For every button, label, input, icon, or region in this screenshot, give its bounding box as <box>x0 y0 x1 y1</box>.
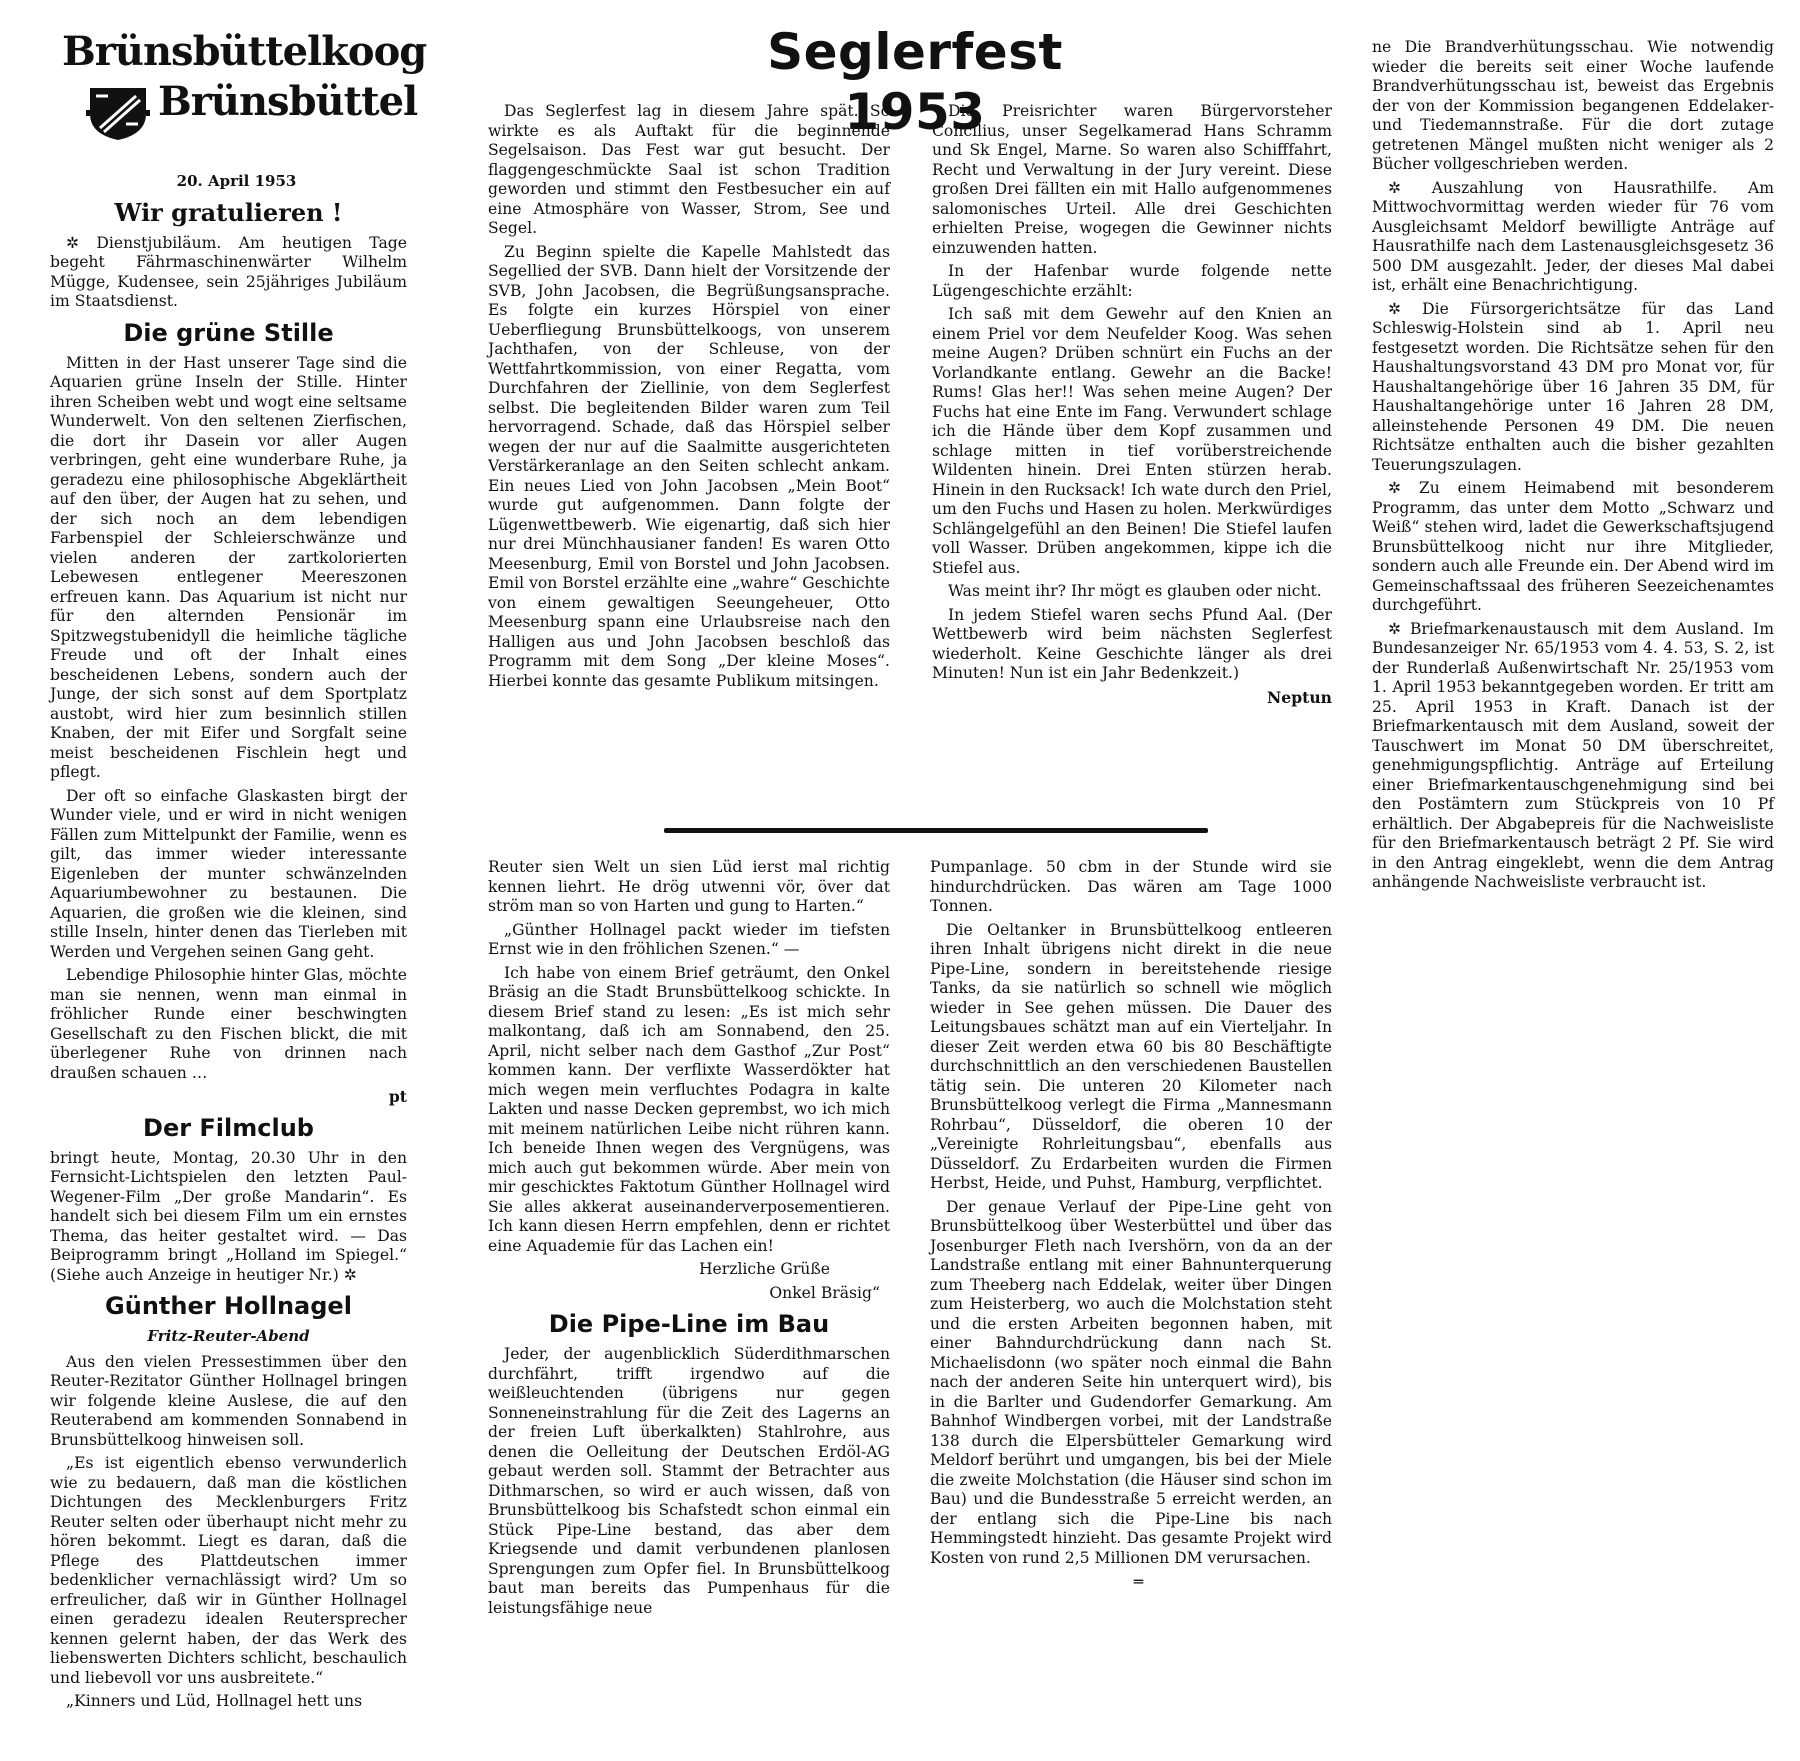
paragraph: Jeder, der augenblicklich Süderdithmarschen durchfährt, trifft irgendwo auf die weißleuchtenden (übrigens nur gegen Sonneneinstrahlung für die Zeit des Lagerns an der freien Luft überkalkten) Stahlrohre, aus denen die Oelleitung der Deutschen Erdöl-AG gebaut werden soll. Stammt der Betrachter aus Dithmarschen, so wird er auch wissen, daß von Brunsbüttelkoog bis Schafstedt schon einmal ein Stück Pipe-Line bestand, das aber dem Kriegsende und damit verbundenen planlosen Sprengungen zum Opfer fiel. In Brunsbüttelkoog baut man bereits das Pumpenhaus für die leistungsfähige neue <box>488 1345 890 1617</box>
paragraph: Die Preisrichter waren Bürgervorsteher Concilius, unser Segelkamerad Hans Schramm und Sk Engel, Marne. So waren also Schifffahrt, Recht und Verwaltung in der Jury vereint. Diese großen Drei fällten ein mit Hallo aufgenommenes salomonisches Urteil. Alle drei Geschichten erhielten Preise, wogegen die Gewinner nichts einzuwenden hatten. <box>932 102 1332 257</box>
paragraph: Der oft so einfache Glaskasten birgt der Wunder viele, und er wird in nicht wenigen Fällen zum Mittelpunkt der Familie, wenn es gilt, das immer wieder interessante Eigenleben der munter schwänzelnden Aquariumbewohner zu bestaunen. Die Aquarien, die großen wie die kleinen, sind stille Inseln, hinter denen das Tierleben mit Werden und Vergehen seinen Gang geht. <box>50 786 407 961</box>
paragraph: Mitten in der Hast unserer Tage sind die Aquarien grüne Inseln der Stille. Hinter ihren Scheiben webt und wogt eine seltsame Wunderwelt. Von den seltenen Zierfischen, die dort ihr Dasein vor aller Augen verbringen, geht eine wunderbare Ruhe, ja geradezu eine philosophische Abgeklärtheit auf den über, der Augen hat zu sehen, und der sich noch an dem lebendigen Farbenspiel der Schleierschwänze und vielen anderen der zartkolorierten Lebewesen entlegener Meereszonen erfreuen kann. Das Aquarium ist nicht nur für den alternden Pensionär im Spitzwegstubenidyll die heimliche tägliche Freude und oft der Inhalt eines bescheidenen Lebens, sondern auch der Junge, der sich sonst auf dem Sportplatz austobt, wird hier zum besinnlich stillen Knaben, der mit Eifer und Sorgfalt seine meist bescheidenen Fischlein hegt und pflegt. <box>50 353 407 781</box>
paragraph: Aus den vielen Pressestimmen über den Reuter-Rezitator Günther Hollnagel bringen wir folgende kleine Auslese, die auf den Reuterabend am kommenden Sonnabend in Brunsbüttelkoog hinweisen soll. <box>50 1352 407 1449</box>
column-2-top <box>488 102 890 695</box>
paragraph: Die Oeltanker in Brunsbüttelkoog entleeren ihren Inhalt übrigens nicht direkt in die neue Pipe-Line, sondern in bereitstehende riesige Tanks, da sie natürlich so schnell wie möglich wieder in See gehen müssen. Die Dauer des Leitungsbaues schätzt man auf ein Vierteljahr. In dieser Zeit werden etwa 60 bis 80 Beschäftigte durchschnittlich an den verschiedenen Baustellen tätig sein. Die unteren 20 Kilometer nach Brunsbüttelkoog verlegt die Firma „Mannesmann Rohrbau“, Düsseldorf, die oberen 10 der „Vereinigte Rohrleitungsbau“, ebenfalls aus Düsseldorf. Zu Erdarbeiten wurden die Firmen Herbst, Heide, und Puhst, Hamburg, verpflichtet. <box>930 920 1332 1192</box>
notice-heimabend: ✲ Zu einem Heimabend mit besonderem Programm, das unter dem Motto „Schwarz und Weiß“ stehen wird, ladet die Gewerkschaftsjugend Brunsbüttelkoog nicht nur ihre Mitglieder, sondern auch alle Freunde ein. Der Abend wird im Gemeinschaftssaal des früheren Seezeichenamtes durchgeführt. <box>1372 479 1774 614</box>
paragraph: Der genaue Verlauf der Pipe-Line geht von Brunsbüttelkoog über Westerbüttel und über das Josenburger Fleth nach Ivershörn, von da an der Landstraße entlang mit einer Bahnunterquerung zum Theeberg nach Eddelak, weiter über Dingen zum Heisterberg, wo auch die Molchstation steht und die ersten Arbeiten begonnen haben, mit einer Bahndurchdrückung dann nach St. Michaelisdonn (wo später noch einmal die Bahn nach der anderen Seite hin unterquert wird), bis in die Barlter und Gudendorfer Gemarkung. Am Bahnhof Windbergen vorbei, mit der Landstraße 138 durch die Elpersbütteler Gemarkung wird Meldorf berührt und umgangen, bis bei der Miele die zweite Molchstation (die Häuser sind schon im Bau) und die Bundesstraße 5 erreicht werden, an der entlang sich die Pipe-Line bis nach Hemmingstedt hinzieht. Das gesamte Projekt wird Kosten von rund 2,5 Millionen DM verursachen. <box>930 1197 1332 1567</box>
paragraph: Zu Beginn spielte die Kapelle Mahlstedt das Segellied der SVB. Dann hielt der Vorsitzende der SVB, John Jacobsen, die Begrüßungsansprache. Es folgte ein kurzes Hörspiel von einer Ueberfliegung Brunsbüttelkoogs, von unserem Jachthafen, von der Schleuse, von der Wettfahrtkommission, von einer Regatta, vom Durchfahren der Ziellinie, von dem Seglerfest selbst. Die begleitenden Bilder waren zum Teil hervorragend. Schade, daß das Hörspiel selber wegen der nur auf die Saalmitte ausgerichteten Verstärkeranlage an den Seiten schlecht ankam. Ein neues Lied von John Jacobsen „Mein Boot“ wurde gut aufgenommen. Dann folgte der Lügenwettbewerb. Wie eigenartig, daß sich hier nur drei Münchhausianer fanden! Es waren Otto Meesenburg, Emil von Borstel und John Jacobsen. Emil von Borstel erzählte eine „wahre“ Geschichte von einem gewaltigen Seeungeheuer, Otto Meesenburg spann eine Urlaubsreise nach den Halligen aus und John Jacobsen beschloß das Programm mit dem Song „Der kleine Moses“. Hierbei konnte das gesamte Publikum mitsingen. <box>488 242 890 690</box>
paragraph: Was meint ihr? Ihr mögt es glauben oder nicht. <box>948 582 1322 600</box>
notice-brandverhuetung: ne Die Brandverhütungsschau. Wie notwendig wieder die bereits seit einer Woche laufende Brandverhütungsschau ist, beweist das Ergebnis der von der Kommission begangenen Eddelaker- und Tiedemannstraße. Für die dort zutage getretenen Mängel mußten nicht weniger als 2 Bücher vollgeschrieben werden. <box>1372 38 1774 173</box>
dateline: 20. April 1953 <box>176 172 297 190</box>
paragraph: „Günther Hollnagel packt wieder im tiefsten Ernst wie in den fröhlichen Szenen.“ — <box>488 920 890 958</box>
letter-greeting: Herzliche Grüße <box>698 1260 830 1278</box>
heading-filmclub: Der Filmclub <box>143 1113 314 1142</box>
paragraph: Pumpanlage. 50 cbm in der Stunde wird sie hindurchdrücken. Das wären am Tage 1000 Tonnen. <box>930 858 1332 915</box>
subheading-reuter-abend: Fritz-Reuter-Abend <box>147 1327 310 1345</box>
column-3-top <box>932 102 1332 711</box>
heading-gruene-stille: Die grüne Stille <box>123 318 334 347</box>
masthead-line2: Brünsbüttel <box>158 78 418 125</box>
notice-hausrathilfe: ✲ Auszahlung von Hausrathilfe. Am Mittwochvormittag werden wieder für 76 vom Ausgleichsamt Meldorf bewilligte Anträge auf Hausrathilfe nach dem Lastenausgleichsgesetz 36 500 DM ausgezahlt. Jeder, der dieses Mal dabei ist, erhält eine Benachrichtigung. <box>1372 178 1774 294</box>
paragraph: „Es ist eigentlich ebenso verwunderlich wie zu bedauern, daß man die köstlichen Dichtungen des Mecklenburgers Fritz Reuter selten oder überhaupt nicht mehr zu hören bekommt. Liegt es daran, daß die Pflege des Plattdeutschen immer bedenklicher vernachlässigt wird? Um so erfreulicher, daß wir in Günther Hollnagel einen geradezu idealen Reutersprecher kennen gelernt haben, der das Werk des liebenswerten Dichters schlicht, beschaulich und liebevoll vor uns ausbreitete.“ <box>50 1454 407 1687</box>
column-1 <box>50 172 407 1716</box>
heading-pipe-line: Die Pipe-Line im Bau <box>548 1310 830 1338</box>
letter-signature: Onkel Bräsig“ <box>769 1283 880 1302</box>
headline: Seglerfest 1953 <box>767 23 1063 141</box>
heading-hollnagel: Günther Hollnagel <box>105 1292 352 1320</box>
paragraph: Ich habe von einem Brief geträumt, den Onkel Bräsig an die Stadt Brunsbüttelkoog schickte. In diesem Brief stand zu lesen: „Es ist mich sehr malkontang, daß ich am Sonnabend, den 25. April, nicht selber nach dem Gasthof „Zur Post“ kommen kann. Der verflixte Wasserdökter hat mich wegen mein verfluchtes Podagra in kalte Lakten und nasse Decken geprembst, wo ich mich mit meinem natürlichen Leibe nicht rühren kann. Ich beneide Ihnen wegen des Vergnügens, was mich auch gut bekommen würde. Aber mein von mir geschicktes Faktotum Günther Hollnagel wird Sie alles akkerat auseinanderverposementieren. Ich kann diesen Herrn empfehlen, denn er richtet eine Aquademie für das Lachen ein! <box>488 963 890 1255</box>
paragraph: bringt heute, Montag, 20.30 Uhr in den Fernsicht-Lichtspielen den letzten Paul-Wegener-Film „Der große Mandarin“. Es handelt sich bei diesem Film um ein ernstes Thema, das heiter gestaltet wird. — Das Beiprogramm bringt „Holland im Spiegel.“ (Siehe auch Anzeige in heutiger Nr.) ✲ <box>50 1148 407 1284</box>
paragraph: Lebendige Philosophie hinter Glas, möchte man sie nennen, wenn man einmal in fröhlicher Runde einer beschwingten Gesellschaft zu den Fischen blickt, die mit überlegener Ruhe von drinnen nach draußen schauen … <box>50 966 407 1082</box>
paragraph: In jedem Stiefel waren sechs Pfund Aal. (Der Wettbewerb wird beim nächsten Seglerfest wiederholt. Keine Geschichte länger als drei Minuten! Nun ist ein Jahr Bedenkzeit.) <box>932 605 1332 682</box>
notice-briefmarken: ✲ Briefmarkenaustausch mit dem Ausland. Im Bundesanzeiger Nr. 65/1953 vom 4. 4. 53, S. 2, ist der Runderlaß Außenwirtschaft Nr. 25/1953 vom 1. April 1953 bekanntgegeben worden. Er tritt am 25. April 1953 in Kraft. Danach ist der Briefmarkentausch mit dem Ausland, soweit der Tauschwert im Monat 50 DM überschreitet, genehmigungspflichtig. Anträge auf Erteilung einer Briefmarkentauschgenehmigung sind bei den Postämtern zum Stückpreis von 10 Pf erhältlich. Der Abgabepreis für die Nachweisliste für den Briefmarkentausch beträgt 2 Pf. Sie wird in den Antrag eingeklebt, wenn die dem Antrag anhängende Nachweisliste verbraucht ist. <box>1372 619 1774 891</box>
paragraph: „Kinners und Lüd, Hollnagel hett uns <box>66 1692 363 1710</box>
paragraph: Ich saß mit dem Gewehr auf den Knien an einem Priel vor dem Neufelder Koog. Was sehen meine Augen? Drüben schnürt ein Fuchs an der Vorlandkante entlang. Gewehr an die Backe! Rums! Glas her!! Was sehen meine Augen? Der Fuchs hat eine Ente im Fang. Verwundert schlage ich die Hände über dem Kopf zusammen und schlage mitten in tief vorüberstreichende Wildenten hinein. Drei Enten stürzen herab. Hinein in den Rucksack! Ich wate durch den Priel, um den Fuchs und Hasen zu holen. Merkwürdiges Schlängelgefühl an den Beinen! Die Stiefel laufen voll Wasser. Drüben angekommen, kippe ich die Stiefel aus. <box>932 305 1332 577</box>
masthead <box>62 28 427 158</box>
column-4 <box>1372 38 1774 897</box>
column-3-bottom <box>930 858 1332 1596</box>
column-2-bottom <box>488 858 890 1622</box>
signature: Neptun <box>1267 687 1332 707</box>
heading-gratulieren: Wir gratulieren ! <box>114 197 343 227</box>
paragraph: In der Hafenbar wurde folgende nette Lügengeschichte erzählt: <box>932 262 1332 300</box>
paragraph: Das Seglerfest lag in diesem Jahre spät. So wirkte es als Auftakt für die beginnende Segelsaison. Das Fest war gut besucht. Der flaggengeschmückte Saal ist schon Tradition geworden und stimmt den Festbesucher ein auf eine Atmosphäre von Wasser, Strom, See und Segel. <box>488 102 890 237</box>
town-crest-icon <box>86 84 150 142</box>
notice-dienstjubilaeum: ✲ Dienstjubiläum. Am heutigen Tage begeht Fährmaschinenwärter Wilhelm Mügge, Kudensee, sein 25jähriges Jubiläum im Staatsdienst. <box>50 233 407 310</box>
article-divider <box>664 828 1208 833</box>
end-mark: ═ <box>1133 1572 1145 1591</box>
notice-fuersorge: ✲ Die Fürsorgerichtsätze für das Land Schleswig-Holstein sind ab 1. April neu festgesetzt worden. Die Richtsätze sehen für den Haushaltungsvorstand 43 DM pro Monat vor, für Haushaltangehörige über 16 Jahren 35 DM, für Haushaltangehörige unter 16 Jahren 28 DM, alleinstehende Personen 49 DM. Die neuen Richtsätze enthalten auch die bisher gezahlten Teuerungszulagen. <box>1372 299 1774 474</box>
signature: pt <box>388 1087 407 1106</box>
masthead-line1: Brünsbüttelkoog <box>62 28 427 75</box>
paragraph: Reuter sien Welt un sien Lüd ierst mal richtig kennen liehrt. He drög utwenni vör, över dat ström man so von Harten und gung to Harten.“ <box>488 858 890 915</box>
